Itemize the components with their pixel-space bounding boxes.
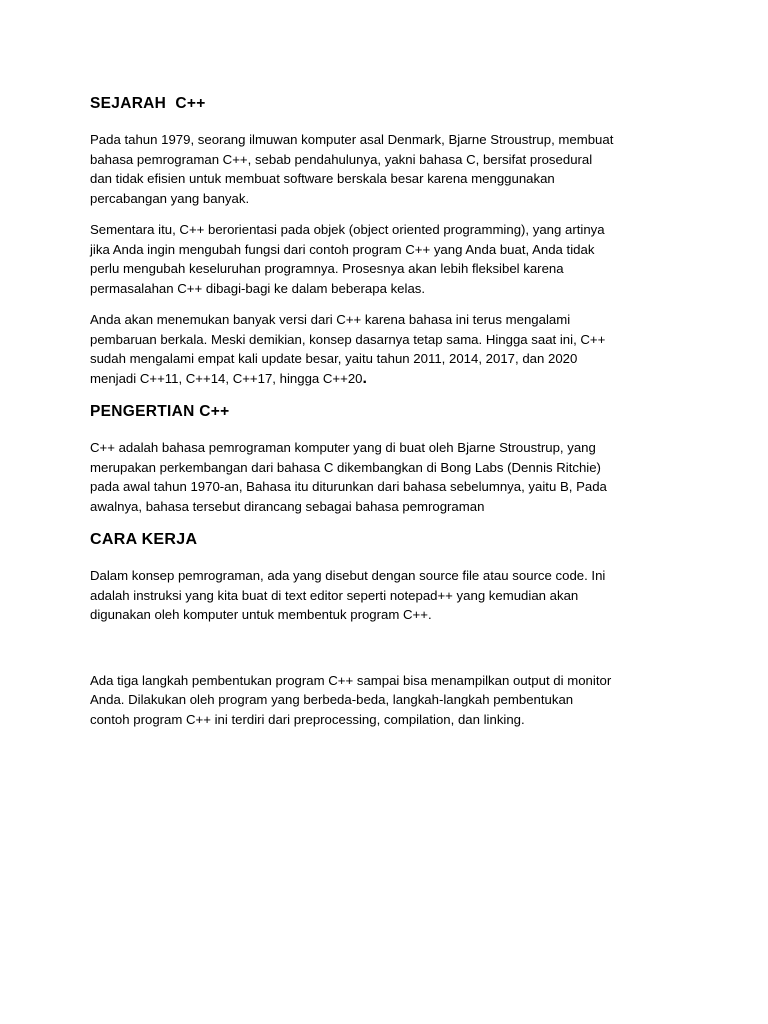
text-line: Sementara itu, C++ berorientasi pada objek (object oriented programming), yang artinya	[90, 222, 605, 237]
paragraph-sejarah-2	[90, 220, 690, 298]
text-line: adalah instruksi yang kita buat di text editor seperti notepad++ yang kemudian akan	[90, 587, 579, 603]
text-line: merupakan perkembangan dari bahasa C dikembangkan di Bong Labs (Dennis Ritchie)	[90, 459, 601, 475]
text-line: C++ adalah bahasa pemrograman komputer yang di buat oleh Bjarne Stroustrup, yang	[90, 440, 596, 455]
paragraph-pengertian-1	[90, 438, 690, 516]
text-line: pembaruan berkala. Meski demikian, konsep dasarnya tetap sama. Hingga saat ini, C++	[90, 331, 606, 347]
text-line: Pada tahun 1979, seorang ilmuwan komputer asal Denmark, Bjarne Stroustrup, membuat	[90, 132, 614, 147]
paragraph-sejarah-1	[90, 130, 690, 208]
text-line: dan tidak efisien untuk membuat software berskala besar karena menggunakan	[90, 171, 555, 186]
text-line: permasalahan C++ dibagi-bagi ke dalam beberapa kelas.	[90, 280, 426, 296]
paragraph-cara-kerja-2	[90, 671, 690, 730]
text-line: perlu mengubah keseluruhan programnya. Prosesnya akan lebih fleksibel karena	[90, 261, 564, 276]
heading-pengertian: PENGERTIAN C++	[90, 403, 230, 420]
paragraph-sejarah-3	[90, 310, 690, 388]
text-line: Dalam konsep pemrograman, ada yang disebut dengan source file atau source code. Ini	[90, 568, 606, 583]
heading-cara-kerja: CARA KERJA	[90, 531, 198, 548]
text-line: sudah mengalami empat kali update besar, yaitu tahun 2011, 2014, 2017, dan 2020	[90, 351, 578, 366]
heading-sejarah: SEJARAH C++	[90, 95, 206, 112]
final-period: .	[362, 369, 367, 387]
paragraph-spacer	[90, 637, 690, 671]
text-line: bahasa pemrograman C++, sebab pendahulunya, yakni bahasa C, bersifat prosedural	[90, 151, 593, 167]
paragraph-cara-kerja-1	[90, 566, 690, 625]
text-line: Anda. Dilakukan oleh program yang berbeda-beda, langkah-langkah pembentukan	[90, 692, 574, 707]
document-body	[90, 94, 690, 741]
text-line: percabangan yang banyak.	[90, 190, 250, 206]
text-line: digunakan oleh komputer untuk membentuk program C++.	[90, 607, 432, 622]
text-line: Anda akan menemukan banyak versi dari C++ karena bahasa ini terus mengalami	[90, 312, 571, 327]
text-line: pada awal tahun 1970-an, Bahasa itu diturunkan dari bahasa sebelumnya, yaitu B, Pada	[90, 479, 607, 494]
text-line: Ada tiga langkah pembentukan program C++ sampai bisa menampilkan output di monitor	[90, 672, 612, 688]
text-line-last	[90, 369, 690, 389]
text-line: contoh program C++ ini terdiri dari preprocessing, compilation, dan linking.	[90, 711, 525, 727]
text-line: awalnya, bahasa tersebut dirancang sebagai bahasa pemrograman	[90, 498, 485, 514]
text-line: jika Anda ingin mengubah fungsi dari contoh program C++ yang Anda buat, Anda tidak	[90, 241, 595, 257]
text-line-body: menjadi C++11, C++14, C++17, hingga C++20	[90, 370, 363, 386]
